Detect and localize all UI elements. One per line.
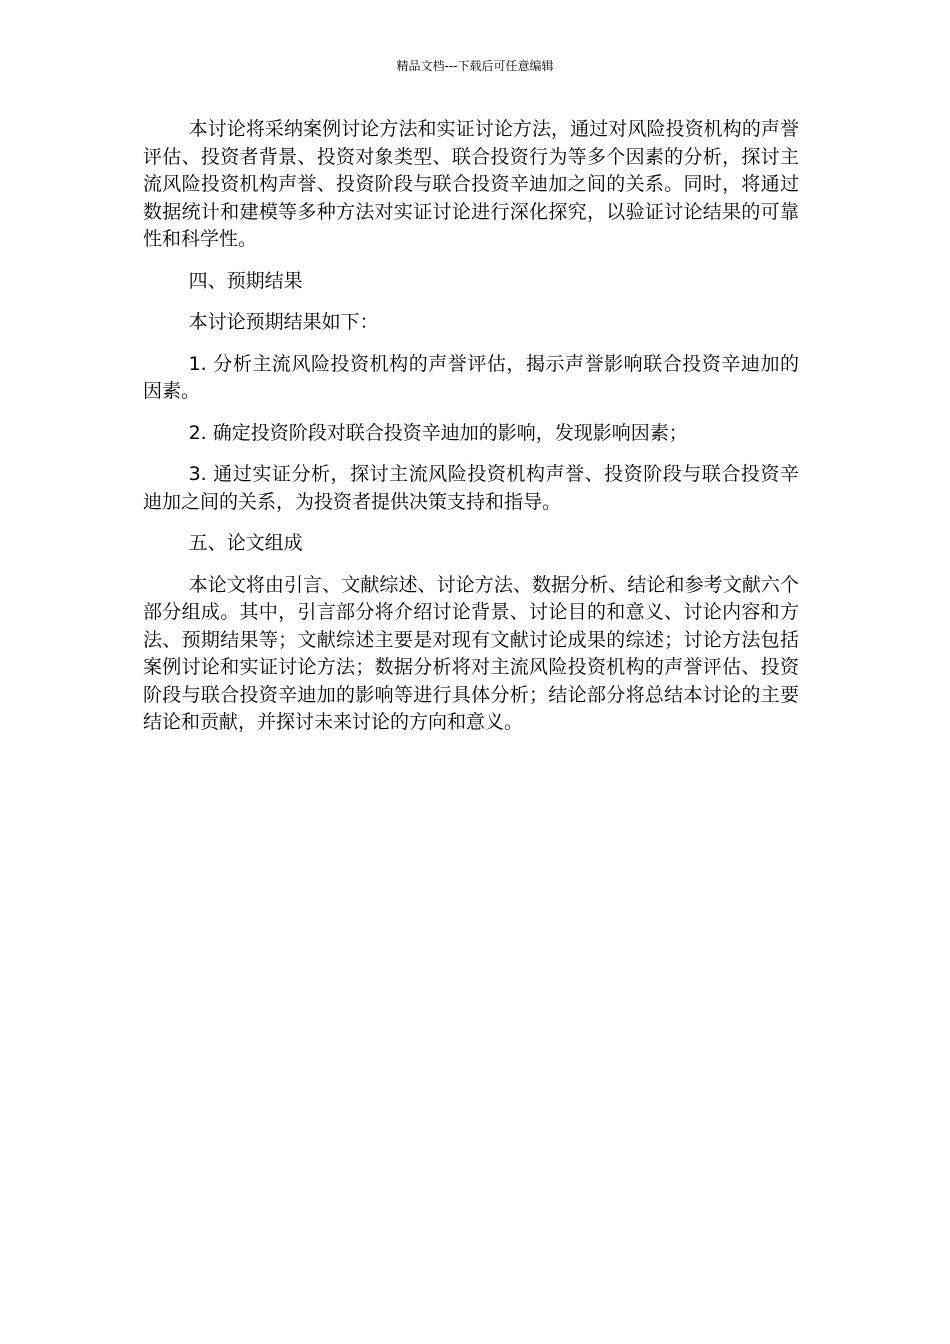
- paragraph-thesis-structure: 本论文将由引言、文献综述、讨论方法、数据分析、结论和参考文献六个部分组成。其中，引言部分将介绍讨论背景、讨论目的和意义、讨论内容和方法、预期结果等；文献综述主要是对现有文献讨论成果的综述；讨论方法包括案例讨论和实证讨论方法；数据分析将对主流风险投资机构的声誉评估、投资阶段与联合投资辛迪加的影响等进行具体分析；结论部分将总结本讨论的主要结论和贡献，并探讨未来讨论的方向和意义。: [143, 573, 799, 733]
- page-header: 精品文档---下载后可任意编辑: [396, 59, 554, 73]
- document-body: [143, 116, 799, 751]
- list-item-3: 3. 通过实证分析，探讨主流风险投资机构声誉、投资阶段与联合投资辛迪加之间的关系，为投资者提供决策支持和指导。: [143, 463, 799, 513]
- list-item-2: 2. 确定投资阶段对联合投资辛迪加的影响，发现影响因素；: [188, 421, 688, 444]
- section-heading-expected-results: 四、预期结果: [188, 269, 303, 292]
- section-heading-thesis-structure: 五、论文组成: [188, 532, 303, 554]
- paragraph-expected-intro: 本讨论预期结果如下：: [188, 311, 379, 333]
- list-item-1: 1. 分析主流风险投资机构的声誉评估，揭示声誉影响联合投资辛迪加的因素。: [143, 352, 799, 402]
- paragraph-methods: 本讨论将采纳案例讨论方法和实证讨论方法，通过对风险投资机构的声誉评估、投资者背景、投资对象类型、联合投资行为等多个因素的分析，探讨主流风险投资机构声誉、投资阶段与联合投资辛迪加之间的关系。同时，将通过数据统计和建模等多种方法对实证讨论进行深化探究，以验证讨论结果的可靠性和科学性。: [143, 118, 799, 250]
